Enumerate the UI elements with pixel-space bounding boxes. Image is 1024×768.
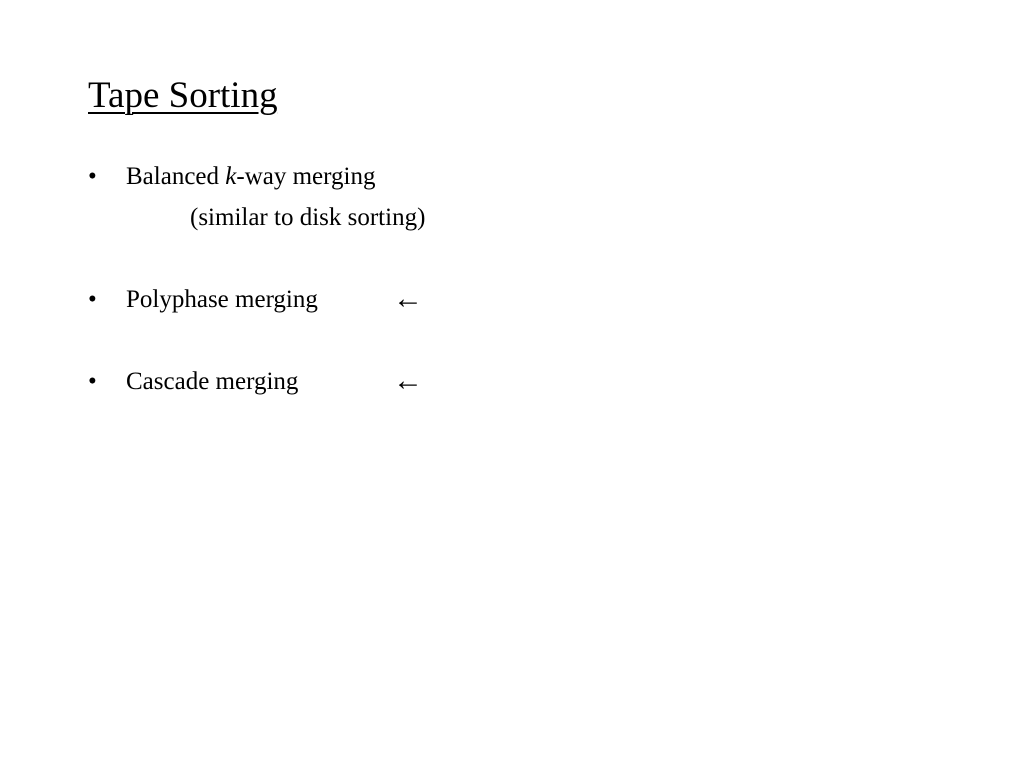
left-arrow-icon: ←	[393, 282, 423, 315]
bullet-item-polyphase-merging: Polyphase merging	[126, 286, 318, 313]
item-sub-label: (similar to disk sorting)	[190, 204, 426, 231]
bullet-icon: •	[88, 163, 97, 190]
bullet-icon: •	[88, 368, 97, 395]
bullet-item-cascade-merging: Cascade merging	[126, 368, 299, 395]
item-label-prefix: Balanced	[126, 163, 226, 190]
item-label-italic-variable: k	[225, 163, 237, 190]
bullet-item-balanced-merging	[126, 162, 375, 192]
bullet-icon: •	[88, 286, 97, 313]
slide-title: Tape Sorting	[88, 75, 278, 116]
left-arrow-icon: ←	[393, 364, 423, 397]
item-label-suffix: -way merging	[236, 163, 376, 190]
